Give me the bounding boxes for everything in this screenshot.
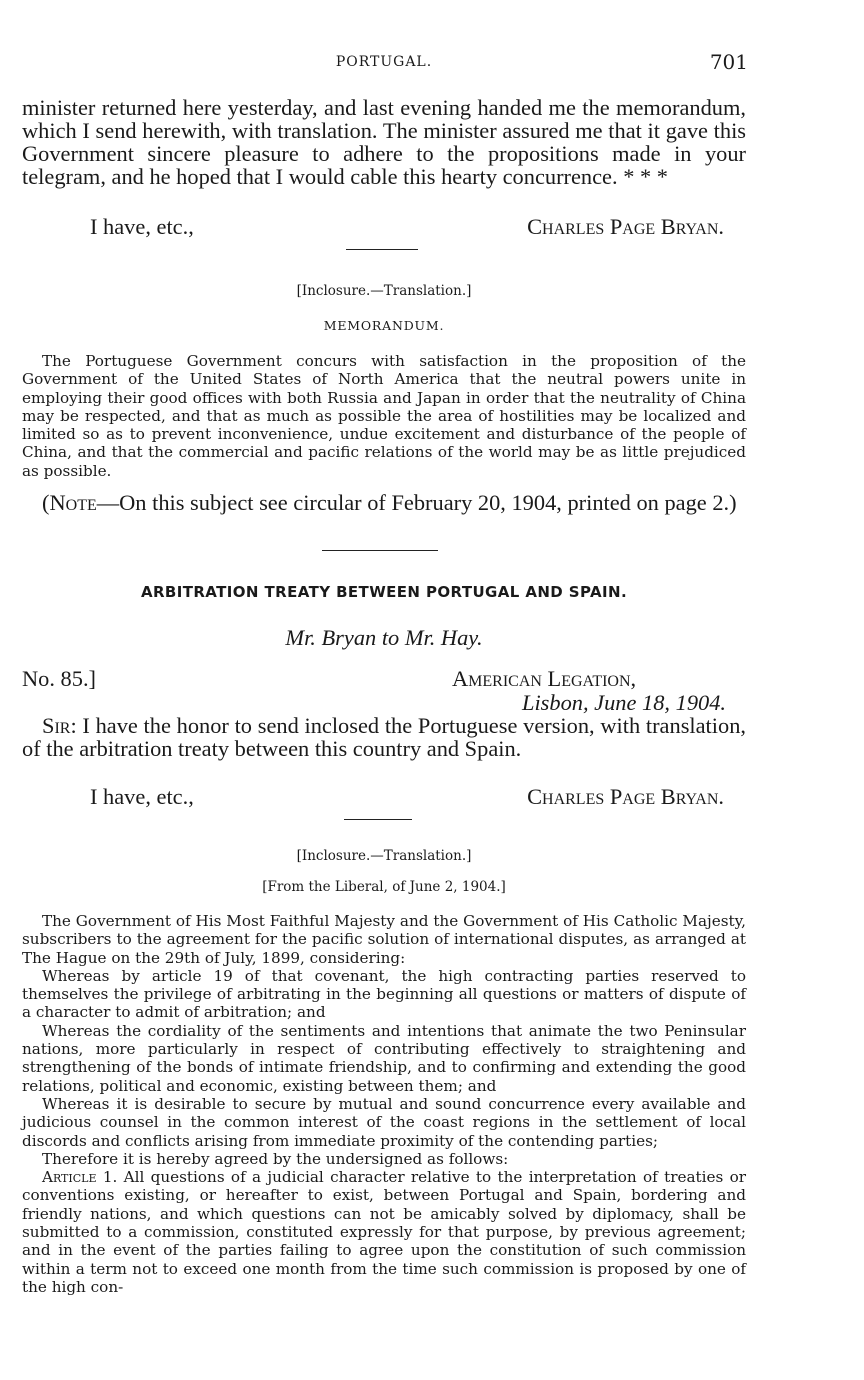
section-divider xyxy=(322,550,438,551)
memorandum-title: MEMORANDUM. xyxy=(323,318,445,333)
running-head-title: PORTUGAL. xyxy=(335,54,433,70)
treaty-text xyxy=(22,912,746,1296)
treaty-paragraph: Whereas it is desirable to secure by mutual and sound concurrence every available and judicious counsel in the common interest of the coast regions in the settlement of local discords and conflicts arising from immediate proximity of the contending parties; xyxy=(22,1094,746,1150)
letter-body-text: : I have the honor to send inclosed the Portuguese version, with translation, of the arbitration treaty between this country and Spain. xyxy=(22,713,746,761)
treaty-paragraph: Therefore it is hereby agreed by the undersigned as follows: xyxy=(42,1149,509,1168)
inclosure-label: [Inclosure.—Translation.] xyxy=(296,848,472,864)
inclosure-source: [From the Liberal, of June 2, 1904.] xyxy=(262,879,506,895)
note-text: —On this subject see circular of February 20, 1904, printed on page 2.) xyxy=(96,490,737,515)
letter-header xyxy=(22,666,746,716)
letter-place: American Legation, xyxy=(452,666,637,691)
letter-body xyxy=(22,714,746,760)
divider-rule xyxy=(344,819,412,820)
signature: Charles Page Bryan. xyxy=(527,784,724,809)
article-label: Article 1. xyxy=(42,1168,118,1187)
divider-rule xyxy=(346,249,418,250)
closing-salutation: I have, etc., xyxy=(90,214,194,239)
page-number: 701 xyxy=(709,50,748,74)
treaty-paragraph: Whereas by article 19 of that covenant, the high contracting parties reserved to themselves the privilege of arbitrating in the beginning all questions or matters of dispute of a character to admit of arbitration; and xyxy=(22,966,746,1022)
article-text: All questions of a judicial character relative to the interpretation of treaties or conventions existing, or hereafter to exist, between Portugal and Spain, bordering and friendly nations, and which questions can not be amicably solved by diplomacy, shall be submitted to a commission, constituted expressly for that purpose, by previous agreement; and in the event of the parties failing to agree upon the constitution of such commission within a term not to exceed one month from the time such commission is proposed by one of the high con- xyxy=(22,1168,746,1296)
section-title: ARBITRATION TREATY BETWEEN PORTUGAL AND SPAIN. xyxy=(140,583,628,601)
signature: Charles Page Bryan. xyxy=(527,214,724,239)
treaty-paragraph: Whereas the cordiality of the sentiments and intentions that animate the two Peninsular nations, more particularly in respect of contributing effectively to straightening and strengthening of the bonds of intimate friendship, and to confirming and extending the good relations, political and economic, existing between them; and xyxy=(22,1021,746,1095)
treaty-paragraph: The Government of His Most Faithful Majesty and the Government of His Catholic Majesty, subscribers to the agreement for the pacific solution of international disputes, as arranged at The Hague on the 29th of July, 1899, considering: xyxy=(22,912,746,967)
running-head xyxy=(22,50,746,74)
note-paragraph: (Note—On this subject see circular of February 20, 1904, printed on page 2.) xyxy=(42,490,737,515)
article-1 xyxy=(22,1168,746,1296)
inclosure-label: [Inclosure.—Translation.] xyxy=(296,283,472,299)
letter-number: No. 85.] xyxy=(22,666,97,691)
closing-salutation: I have, etc., xyxy=(90,784,194,809)
letter-salutation: Sir xyxy=(42,713,71,738)
closing-1 xyxy=(22,214,746,238)
letter-heading: Mr. Bryan to Mr. Hay. xyxy=(285,625,483,650)
letter-date: Lisbon, June 18, 1904. xyxy=(522,690,726,715)
note-label: Note xyxy=(49,490,97,515)
closing-2 xyxy=(22,784,746,808)
opening-paragraph: minister returned here yesterday, and last evening handed me the memorandum, which I send herewith, with translation. The minister assured me that it gave this Government sincere pleasure to adhere to the propositions made in your telegram, and he hoped that I would cable this hearty concurrence. * * * xyxy=(22,95,746,189)
memorandum-text: The Portuguese Government concurs with satisfaction in the proposition of the Government of the United States of North America that the neutral powers unite in employing their good offices with both Russia and Japan in order that the neutrality of China may be respected, and that as much as possible the area of hostilities may be localized and limited so as to prevent inconvenience, undue excitement and disturbance of the people of China, and that the commercial and pacific relations of the world may be as little prejudiced as possible. xyxy=(22,352,746,480)
